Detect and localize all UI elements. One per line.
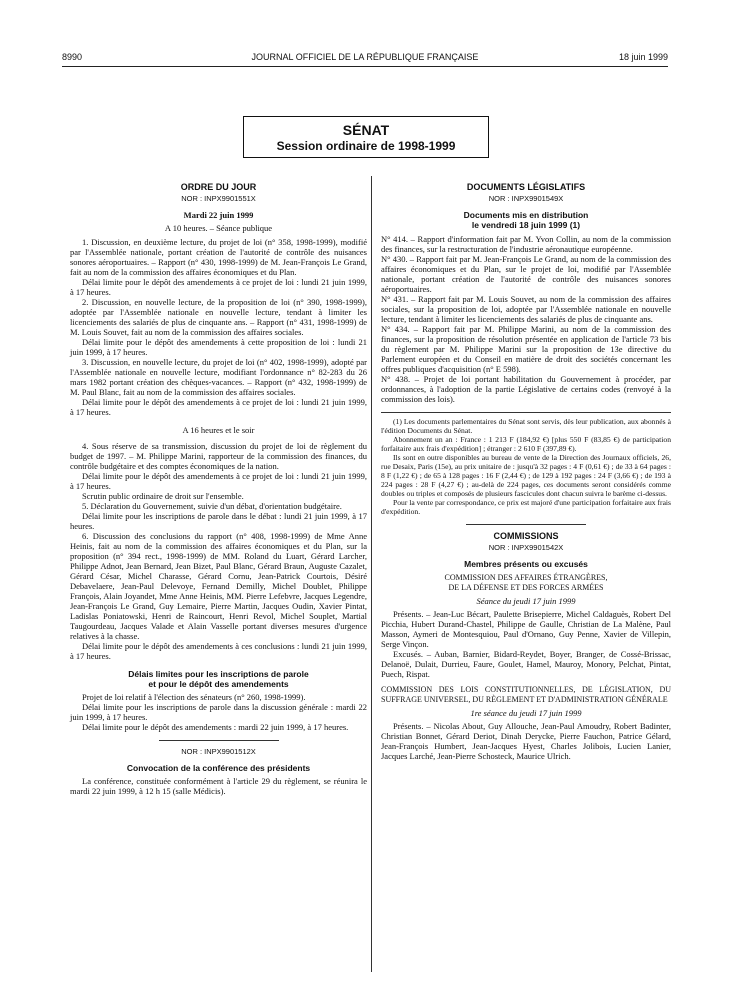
footnote-subscription: Abonnement un an : France : 1 213 F (184,92 €) [plus 550 F (83,85 €) de participation forfaitaire aux frais d'expédition] ; étranger : 2 610 F (397,89 €). bbox=[381, 435, 671, 453]
session-title: Session ordinaire de 1998-1999 bbox=[276, 139, 456, 153]
document-430: N° 430. – Rapport fait par M. Jean-François Le Grand, au nom de la commission des affaires économiques et du Plan, sur le projet de loi, modifié par l'Assemblée nationale, portant création de l'autorité de contrôle des nuisances sonores aéroportuaires. bbox=[381, 254, 671, 294]
laws-session: 1re séance du jeudi 17 juin 1999 bbox=[470, 708, 582, 718]
agenda-item-2-deadline: Délai limite pour le dépôt des amendements à cette proposition de loi : lundi 21 juin 1999, à 17 heures. bbox=[70, 337, 367, 357]
senat-title: SÉNAT bbox=[342, 122, 390, 138]
agenda-item-3-deadline: Délai limite pour le dépôt des amendements à ce projet de loi : lundi 21 juin 1999, à 17 heures. bbox=[70, 397, 367, 417]
agenda-item-4-deadline: Délai limite pour le dépôt des amendements à ce projet de loi : lundi 21 juin 1999, à 17 heures. bbox=[70, 471, 367, 491]
agenda-item-6-deadline: Délai limite pour le dépôt des amendements à ces conclusions : lundi 21 juin 1999, à 17 heures. bbox=[70, 641, 367, 661]
laws-commission-name: COMMISSION DES LOIS CONSTITUTIONNELLES, DE LÉGISLATION, DU SUFFRAGE UNIVERSEL, DU RÈGLEMENT ET D'ADMINISTRATION GÉNÉRALE bbox=[381, 685, 671, 704]
agenda-item-3: 3. Discussion, en nouvelle lecture, du projet de loi (n° 402, 1998-1999), adopté par l'Assemblée nationale en nouvelle lecture, modifiant l'ordonnance n° 82-283 du 26 mars 1982 portant création des chèques-vacances. – Rapport (n° 432, 1998-1999) de M. Paul Blanc, fait au nom de la commission des affaires sociales. bbox=[70, 357, 367, 397]
conference-text: La conférence, constituée conformément à l'article 29 du règlement, se réunira le mardi 22 juin 1999, à 12 h 15 (salle Médicis). bbox=[70, 776, 367, 796]
journal-title: JOURNAL OFFICIEL DE LA RÉPUBLIQUE FRANÇAISE bbox=[251, 52, 479, 62]
morning-sitting: A 10 heures. – Séance publique bbox=[164, 223, 273, 233]
sitting-day: Mardi 22 juin 1999 bbox=[183, 210, 254, 220]
agenda-item-6: 6. Discussion des conclusions du rapport (n° 408, 1998-1999) de Mme Anne Heinis, fait au nom de la commission des affaires économiques et du Plan, sur la proposition (n° 394 rect., 1998-1999) de MM. Roland du Luart, Gérard Larcher, Philippe Adnot, Jean Bernard, Jean Bizet, Paul Blanc, Gérard Braun, Auguste Cazalet, Gérard César, Michel Charasse, Gérard Cornu, Jean-Patrick Courtois, Désiré Debavelaere, Jean-Paul Delevoye, Fernand Demilly, Michel Doublet, Philippe François, Alain Joyandet, Mme Anne Heinis, MM. Pierre Lefebvre, Jacques Legendre, Jean-François Le Grand, Guy Lemaire, Pierre Martin, Jacques Oudin, Xavier Pintat, Ladislas Poniatowski, Henri de Raincourt, Henri Revol, Michel Souplet, Martial Taugourdeau, Jacques Valade et Alain Vasselle portant diverses mesures d'urgence relatives à la chasse. bbox=[70, 531, 367, 641]
afternoon-sitting: A 16 heures et le soir bbox=[182, 425, 255, 435]
ordre-nor: NOR : INPX9901551X bbox=[181, 194, 256, 203]
delais-speakers: Délai limite pour les inscriptions de parole dans la discussion générale : mardi 22 juin 1999, à 17 heures. bbox=[70, 702, 367, 722]
document-414: N° 414. – Rapport d'information fait par M. Yvon Collin, au nom de la commission des finances, sur la restructuration de l'industrie aéronautique européenne. bbox=[381, 234, 671, 254]
document-431: N° 431. – Rapport fait par M. Louis Souvet, au nom de la commission des affaires sociales, sur la proposition de loi, adoptée par l'Assemblée nationale en nouvelle lecture, tendant à limiter les licenciements des salariés de plus de cinquante ans. bbox=[381, 294, 671, 324]
foreign-affairs-commission-line2: DE LA DÉFENSE ET DES FORCES ARMÉES bbox=[448, 583, 604, 592]
agenda-item-5: 5. Déclaration du Gouvernement, suivie d'un débat, d'orientation budgétaire. bbox=[82, 501, 342, 511]
foreign-affairs-present: Présents. – Jean-Luc Bécart, Paulette Brisepierre, Michel Caldaguès, Robert Del Picchia, Hubert Durand-Chastel, Philippe de Gaulle, Christian de La Malène, Paul Masson, Aymeri de Montesquiou, Paul d'Ornano, Guy Penne, Xavier de Villepin, Serge Vinçon. bbox=[381, 609, 671, 649]
agenda-item-4: 4. Sous réserve de sa transmission, discussion du projet de loi de règlement du budget de 1997. – M. Philippe Marini, rapporteur de la commission des finances, du contrôle budgétaire et des comptes économiques de la nation. bbox=[70, 441, 367, 471]
senat-title-box bbox=[243, 116, 489, 158]
documents-nor: NOR : INPX9901549X bbox=[488, 194, 564, 203]
ordre-du-jour-heading: ORDRE DU JOUR bbox=[180, 182, 257, 192]
laws-present: Présents. – Nicolas About, Guy Allouche, Jean-Paul Amoudry, Robert Badinter, Christian Bonnet, Gérard Deriot, Dinah Derycke, Pierre Fauchon, Patrice Gélard, Jean-François Humbert, Jean-Jacques Hyest, Charles Jolibois, Lucien Lanier, Jacques Larché, Jean-Pierre Schosteck, Maurice Ulrich. bbox=[381, 721, 671, 761]
delais-bill: Projet de loi relatif à l'élection des sénateurs (n° 260, 1998-1999). bbox=[82, 692, 306, 702]
running-header bbox=[62, 52, 668, 66]
footnote-prices: Ils sont en outre disponibles au bureau de vente de la Direction des Journaux officiels, 26, rue Desaix, Paris (15e), au prix unitaire de : jusqu'à 32 pages : 4 F (0,61 €) ; de 33 à 64 pages : 8 F (1,22 €) ; de 65 à 128 pages : 16 F (2,44 €) ; de 129 à 192 pages : 24 F (3,66 €) ; de 193 à 224 pages : 28 F (4,27 €) ; au-delà de 224 pages, ces documents seront considérés comme doubles ou triples et composés de plusieurs fascicules dont chacun suivra le barème ci-dessus. bbox=[381, 453, 671, 498]
footnote-mail-order: Pour la vente par correspondance, ce prix est majoré d'une participation forfaitaire aux frais d'expédition. bbox=[381, 498, 671, 516]
delais-amendments: Délai limite pour le dépôt des amendements : mardi 22 juin 1999, à 17 heures. bbox=[82, 722, 349, 732]
conference-nor: NOR : INPX9901512X bbox=[181, 747, 256, 756]
commissions-heading: COMMISSIONS bbox=[493, 531, 559, 541]
agenda-item-4-vote: Scrutin public ordinaire de droit sur l'ensemble. bbox=[82, 491, 244, 501]
members-heading: Membres présents ou excusés bbox=[464, 559, 588, 569]
left-column bbox=[70, 178, 367, 796]
header-date: 18 juin 1999 bbox=[618, 52, 668, 62]
documents-sub-line1: Documents mis en distribution bbox=[463, 210, 589, 220]
right-column bbox=[381, 178, 671, 761]
document-438: N° 438. – Projet de loi portant habilitation du Gouvernement à procéder, par ordonnances, à l'adoption de la partie Législative de certains codes (renvoyé à la commission des lois). bbox=[381, 374, 671, 404]
agenda-item-2: 2. Discussion, en nouvelle lecture, de la proposition de loi (n° 390, 1998-1999), adoptée par l'Assemblée nationale en nouvelle lecture, tendant à limiter les licenciements des salariés de plus de cinquante ans. – Rapport (n° 431, 1998-1999) de M. Louis Souvet, fait au nom de la commission des affaires sociales. bbox=[70, 297, 367, 337]
footnote-block bbox=[381, 412, 671, 516]
agenda-item-5-deadline: Délai limite pour les inscriptions de parole dans le débat : lundi 21 juin 1999, à 17 heures. bbox=[70, 511, 367, 531]
agenda-item-1-deadline: Délai limite pour le dépôt des amendements à ce projet de loi : lundi 21 juin 1999, à 17 heures. bbox=[70, 277, 367, 297]
documents-sub-line2: le vendredi 18 juin 1999 (1) bbox=[471, 220, 581, 230]
document-434: N° 434. – Rapport fait par M. Philippe Marini, au nom de la commission des finances, sur la proposition de résolution présentée en application de l'article 73 bis du règlement par M. Philippe Marini sur la proposition de 13e directive du Parlement européen et du Conseil en matière de droit des sociétés concernant les offres publiques d'acquisition (n° E 598). bbox=[381, 324, 671, 374]
section-divider bbox=[159, 740, 279, 741]
header-rule bbox=[62, 66, 668, 67]
documents-heading: DOCUMENTS LÉGISLATIFS bbox=[466, 182, 586, 192]
conference-heading: Convocation de la conférence des présidents bbox=[126, 763, 311, 773]
section-divider-right bbox=[466, 524, 586, 525]
foreign-affairs-excused: Excusés. – Auban, Barnier, Bidard-Reydet, Boyer, Branger, de Cossé-Brissac, Delanoë, Dulait, Durrieu, Faure, Goulet, Hamel, Mauroy, Monory, Pelchat, Pintat, Puech, Rispat. bbox=[381, 649, 671, 679]
footnote-1: (1) Les documents parlementaires du Sénat sont servis, dès leur publication, aux abonnés à l'édition Documents du Sénat. bbox=[381, 417, 671, 435]
foreign-affairs-session: Séance du jeudi 17 juin 1999 bbox=[476, 596, 576, 606]
agenda-item-1: 1. Discussion, en deuxième lecture, du projet de loi (n° 358, 1998-1999), modifié par l'Assemblée nationale, portant création de l'autorité de contrôle des nuisances sonores aéroportuaires. – Rapport (n° 430, 1998-1999) de M. Jean-François Le Grand, fait au nom de la commission des affaires économiques et du Plan. bbox=[70, 237, 367, 277]
delais-heading-line2: et pour le dépôt des amendements bbox=[148, 679, 289, 689]
foreign-affairs-commission-line1: COMMISSION DES AFFAIRES ÉTRANGÈRES, bbox=[444, 573, 608, 582]
page-number: 8990 bbox=[62, 52, 83, 62]
column-divider bbox=[371, 176, 372, 972]
commissions-nor: NOR : INPX9901542X bbox=[488, 543, 564, 552]
delais-heading-line1: Délais limites pour les inscriptions de parole bbox=[128, 669, 309, 679]
